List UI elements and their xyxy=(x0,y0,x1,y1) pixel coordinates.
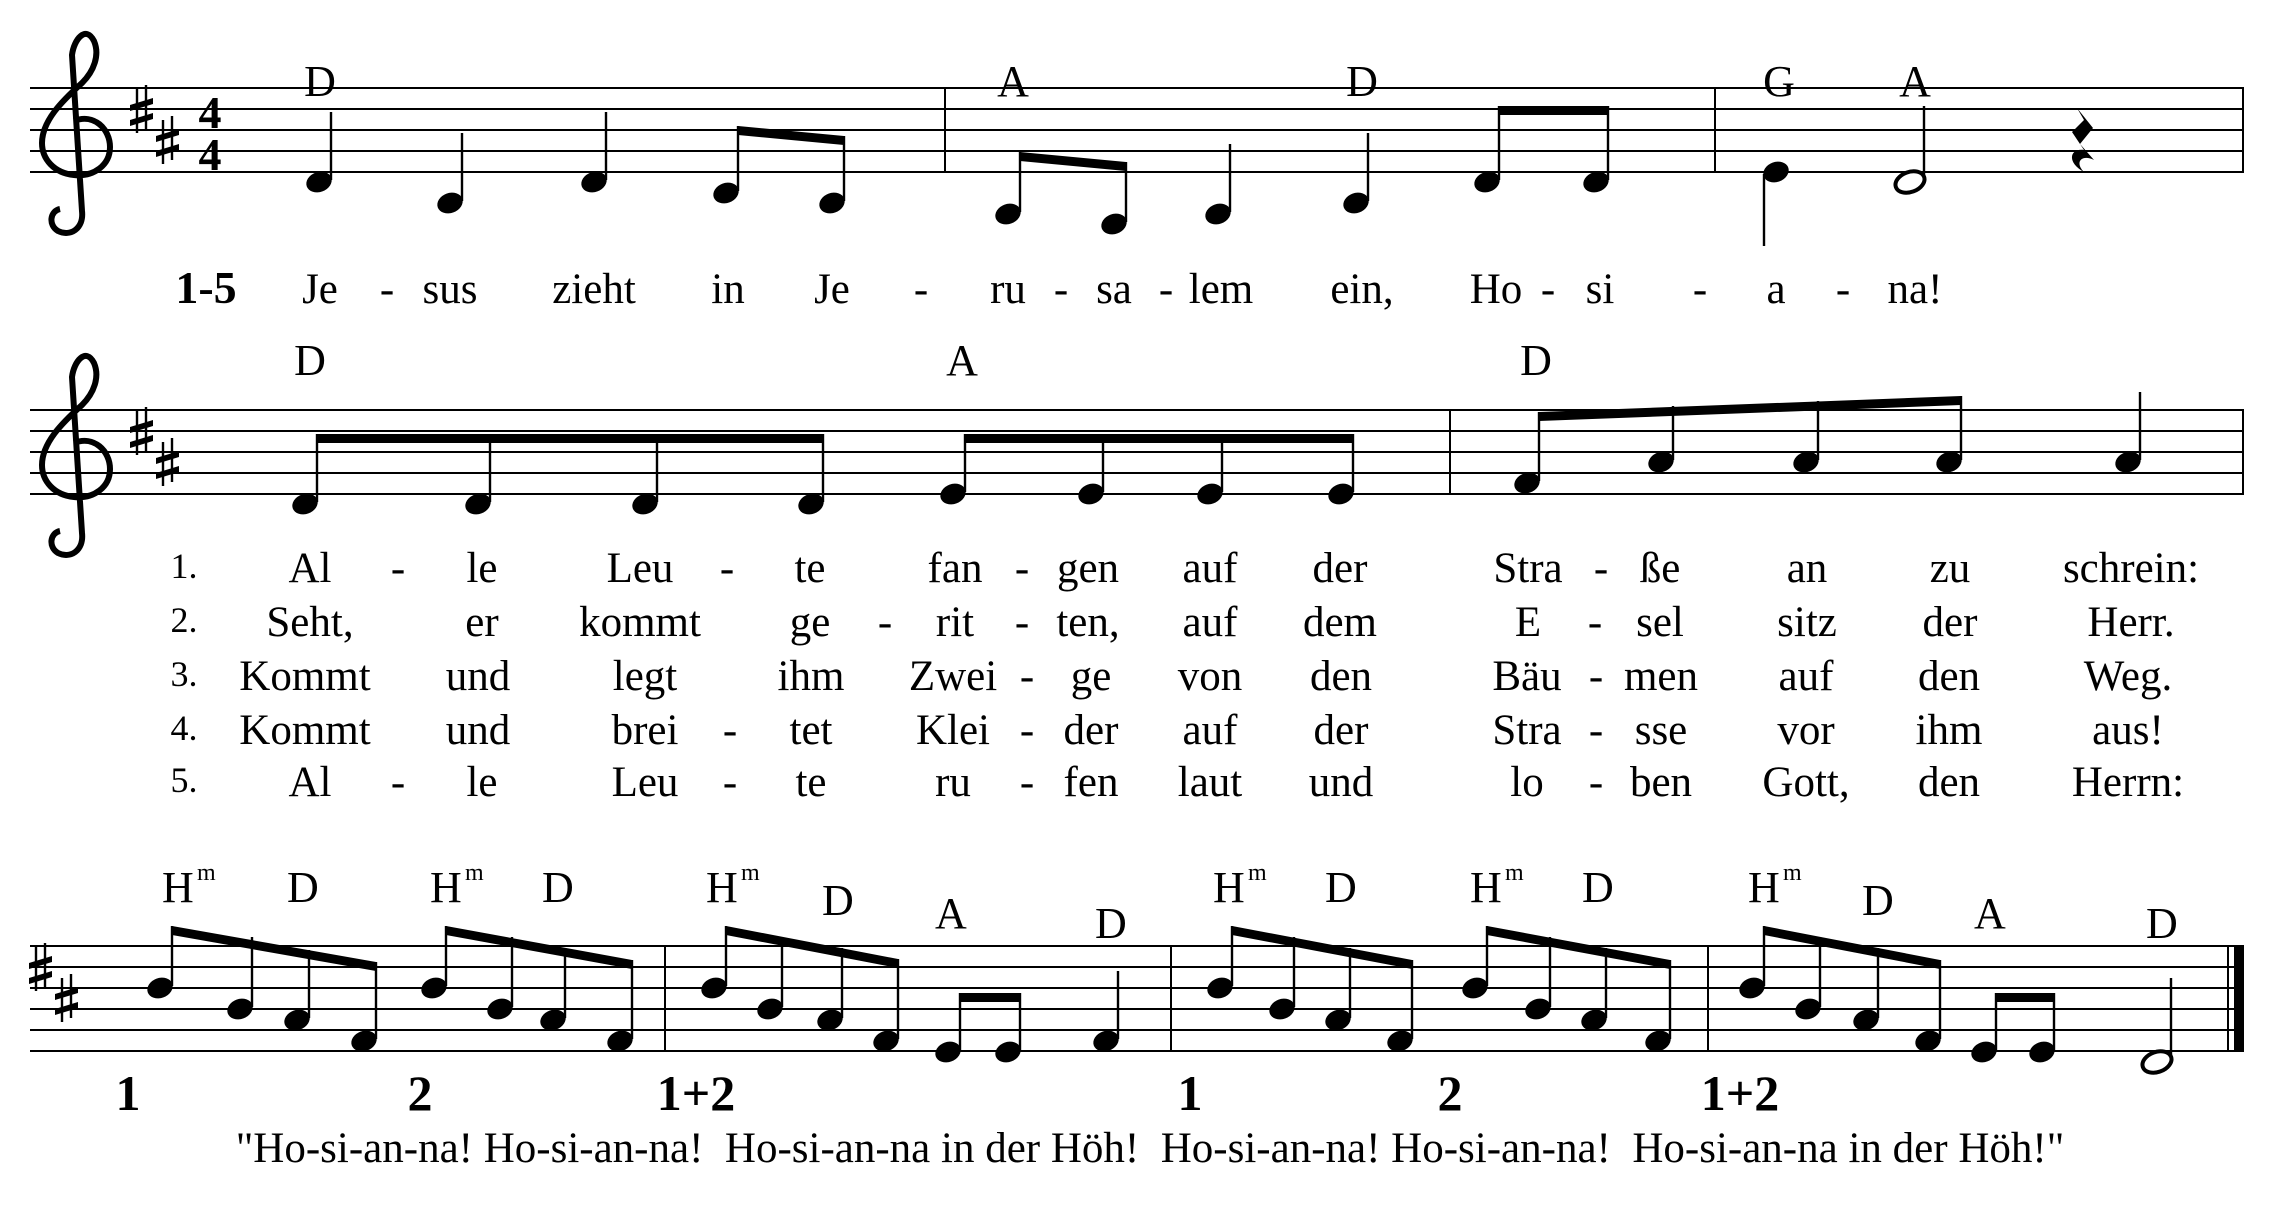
lyric-hyphen: - xyxy=(1019,653,1035,700)
chord: D xyxy=(542,863,574,912)
lyric-syllable: der xyxy=(1313,707,1369,754)
chord: A xyxy=(997,57,1029,106)
lyric-syllable: vor xyxy=(1777,707,1835,754)
chord: H xyxy=(706,863,738,912)
lyric-syllable: ten, xyxy=(1056,599,1120,646)
lyric-syllable: ru xyxy=(935,759,971,806)
lyric-syllable: Stra xyxy=(1493,545,1563,592)
staff-system-2 xyxy=(30,336,2244,806)
lyric-hyphen: - xyxy=(1593,545,1609,592)
treble-clef xyxy=(42,356,110,555)
lyric-syllable: lem xyxy=(1188,266,1254,313)
lyric-syllable: te xyxy=(794,545,826,592)
part-label: 2 xyxy=(1437,1065,1463,1121)
lyric-syllable: Zwei xyxy=(908,653,998,700)
lyric-syllable: Leu xyxy=(611,759,679,806)
key-signature xyxy=(130,407,179,486)
lyric-syllable: lo xyxy=(1510,759,1544,806)
lyric-hyphen: - xyxy=(1540,266,1556,313)
chord: H xyxy=(1213,863,1245,912)
lyric-syllable: Je xyxy=(814,266,850,313)
lyric-syllable: Bäu xyxy=(1492,653,1562,700)
lyric-syllable: laut xyxy=(1177,759,1243,806)
lyric-syllable: ge xyxy=(789,599,831,646)
lyric-syllable: ge xyxy=(1070,653,1112,700)
lyric-syllable: zu xyxy=(1929,545,1971,592)
lyric-syllable: tet xyxy=(789,707,833,754)
verse-numbers xyxy=(171,546,198,800)
staff-lines xyxy=(30,410,2244,494)
lyric-syllable: der xyxy=(1312,545,1368,592)
lyric-syllable: ihm xyxy=(777,653,845,700)
part-label: 2 xyxy=(407,1065,433,1121)
notes-measure-4 xyxy=(289,434,1356,518)
time-signature-numerator: 4 xyxy=(198,87,222,138)
verse-1 xyxy=(289,545,2200,592)
lyric-syllable: und xyxy=(445,707,511,754)
lyric-syllable: ße xyxy=(1639,545,1681,592)
lyric-syllable: ru xyxy=(990,266,1026,313)
chord: D xyxy=(1346,57,1378,106)
chord: D xyxy=(1325,863,1357,912)
chord-superscript: m xyxy=(1783,860,1802,886)
lyric-syllable: sa xyxy=(1096,266,1132,313)
chord: G xyxy=(1763,57,1795,106)
lyric-hyphen: - xyxy=(390,759,406,806)
lyric-hyphen: - xyxy=(1692,266,1708,313)
lyric-syllable: in xyxy=(711,266,745,313)
lyric-syllable: er xyxy=(465,599,499,646)
lyric-syllable: Klei xyxy=(915,707,991,754)
chord: H xyxy=(1470,863,1502,912)
lyric-syllable: Weg. xyxy=(2083,653,2173,700)
lyric-syllable: a xyxy=(1766,266,1786,313)
chord: D xyxy=(304,57,336,106)
lyric-syllable: sse xyxy=(1634,707,1688,754)
staff-system-3 xyxy=(29,860,2244,1172)
lyric-syllable: men xyxy=(1623,653,1699,700)
lyrics-refrain xyxy=(302,266,1942,313)
lyric-syllable: na! xyxy=(1887,266,1943,313)
lyric-syllable: von xyxy=(1177,653,1243,700)
lyric-syllable: ben xyxy=(1629,759,1693,806)
lyric-syllable: rit xyxy=(935,599,975,646)
lyric-syllable: fen xyxy=(1063,759,1119,806)
verse-5 xyxy=(289,759,2185,806)
lyric-hyphen: - xyxy=(379,266,395,313)
lyric-syllable: E xyxy=(1514,599,1542,646)
lyric-syllable: schrein: xyxy=(2062,545,2200,592)
lyric-syllable: den xyxy=(1917,759,1981,806)
lyric-syllable: Al xyxy=(288,545,332,592)
verse-number: 4. xyxy=(170,708,198,748)
notes-measure-3 xyxy=(1760,106,2094,246)
verse-4 xyxy=(239,707,2164,754)
hosianna-lyric-line: "Ho-si-an-na! Ho-si-an-na! Ho-si-an-na in der Höh! Ho-si-an-na! Ho-si-an-na! Ho-si-an-na in der Höh!" xyxy=(235,1125,2065,1172)
lyric-syllable: an xyxy=(1786,545,1828,592)
chord: H xyxy=(162,863,194,912)
lyric-syllable: Gott, xyxy=(1762,759,1850,806)
lyric-syllable: legt xyxy=(612,653,678,700)
part-label: 1+2 xyxy=(656,1065,736,1121)
lyric-hyphen: - xyxy=(1588,707,1604,754)
lyric-syllable: Kommt xyxy=(239,707,371,754)
part-label: 1 xyxy=(115,1065,141,1121)
key-signature xyxy=(130,85,179,164)
lyric-hyphen: - xyxy=(1014,545,1030,592)
chord: H xyxy=(1748,863,1780,912)
lyric-syllable: dem xyxy=(1302,599,1378,646)
verse-number: 2. xyxy=(170,600,198,640)
verse-2 xyxy=(266,599,2174,646)
lyric-syllable: den xyxy=(1309,653,1373,700)
lyric-syllable: und xyxy=(1308,759,1374,806)
lyric-syllable: aus! xyxy=(2092,707,2164,754)
quarter-rest xyxy=(2072,108,2094,172)
lyric-syllable: Herrn: xyxy=(2071,759,2185,806)
key-signature xyxy=(29,943,78,1022)
part-labels xyxy=(116,1065,1780,1121)
chord: D xyxy=(2146,899,2178,948)
lyric-syllable: le xyxy=(466,545,498,592)
lyric-syllable: si xyxy=(1585,266,1615,313)
lyric-syllable: den xyxy=(1917,653,1981,700)
lyric-hyphen: - xyxy=(1014,599,1030,646)
chord: A xyxy=(1899,57,1931,106)
lyric-syllable: auf xyxy=(1778,653,1834,700)
chord: D xyxy=(1582,863,1614,912)
lyric-syllable: zieht xyxy=(552,266,636,313)
lyric-hyphen: - xyxy=(719,545,735,592)
lyric-syllable: Al xyxy=(288,759,332,806)
lyric-hyphen: - xyxy=(722,759,738,806)
lyric-syllable: ein, xyxy=(1330,266,1394,313)
lyric-syllable: der xyxy=(1922,599,1978,646)
chord: A xyxy=(946,336,978,385)
part-label: 1+2 xyxy=(1700,1065,1780,1121)
lyric-syllable: Leu xyxy=(606,545,674,592)
chord: D xyxy=(1095,899,1127,948)
lyric-syllable: Seht, xyxy=(266,599,354,646)
lyric-syllable: Stra xyxy=(1492,707,1562,754)
verse-3 xyxy=(239,653,2172,700)
treble-clef xyxy=(42,34,110,233)
lyric-syllable: sitz xyxy=(1777,599,1837,646)
lyric-hyphen: - xyxy=(1588,653,1604,700)
lyric-syllable: der xyxy=(1063,707,1119,754)
lyric-syllable: sel xyxy=(1636,599,1684,646)
chord: D xyxy=(287,863,319,912)
verse-number: 5. xyxy=(170,760,198,800)
lyric-syllable: kommt xyxy=(579,599,701,646)
chord: D xyxy=(294,336,326,385)
staff-system-1 xyxy=(30,34,2244,313)
lyric-hyphen: - xyxy=(913,266,929,313)
lyric-syllable: Je xyxy=(302,266,338,313)
lyric-syllable: te xyxy=(795,759,827,806)
lyric-syllable: Ho xyxy=(1469,266,1523,313)
verse-number: 3. xyxy=(170,654,198,694)
lyric-syllable: Kommt xyxy=(239,653,371,700)
lyric-syllable: fan xyxy=(927,545,983,592)
notes-measure-1 xyxy=(303,112,847,217)
chord: A xyxy=(935,889,967,938)
notes-measure-5 xyxy=(1511,392,2143,497)
lyric-hyphen: - xyxy=(722,707,738,754)
lyric-hyphen: - xyxy=(1019,759,1035,806)
lyric-syllable: Herr. xyxy=(2087,599,2175,646)
lyric-syllable: le xyxy=(466,759,498,806)
verse-range-label: 1-5 xyxy=(175,262,237,313)
chord: D xyxy=(822,876,854,925)
lyric-syllable: auf xyxy=(1182,545,1238,592)
lyric-hyphen: - xyxy=(1835,266,1851,313)
time-signature-denominator: 4 xyxy=(198,129,222,180)
lyric-hyphen: - xyxy=(1588,759,1604,806)
chord-superscript: m xyxy=(197,860,216,886)
chord-superscript: m xyxy=(465,860,484,886)
lyric-hyphen: - xyxy=(1053,266,1069,313)
chord: D xyxy=(1520,336,1552,385)
lyric-syllable: auf xyxy=(1182,707,1238,754)
lyric-hyphen: - xyxy=(1587,599,1603,646)
lyric-hyphen: - xyxy=(1158,266,1174,313)
chords-system-1 xyxy=(304,57,1931,106)
verse-number: 1. xyxy=(170,546,198,586)
part-label: 1 xyxy=(1177,1065,1203,1121)
chords-system-2 xyxy=(294,336,1552,385)
chord-superscript: m xyxy=(1505,860,1524,886)
lyric-syllable: auf xyxy=(1182,599,1238,646)
chord: D xyxy=(1862,876,1894,925)
chord-superscript: m xyxy=(741,860,760,886)
lyric-syllable: sus xyxy=(422,266,478,313)
lyric-hyphen: - xyxy=(390,545,406,592)
chord-superscript: m xyxy=(1248,860,1267,886)
lyric-syllable: brei xyxy=(611,707,679,754)
lyric-syllable: und xyxy=(445,653,511,700)
lyric-syllable: gen xyxy=(1056,545,1120,592)
notes-measure-9 xyxy=(1736,926,2174,1077)
lyric-syllable: ihm xyxy=(1915,707,1983,754)
chord: H xyxy=(430,863,462,912)
chord: A xyxy=(1974,889,2006,938)
lyric-hyphen: - xyxy=(877,599,893,646)
lyric-hyphen: - xyxy=(1019,707,1035,754)
